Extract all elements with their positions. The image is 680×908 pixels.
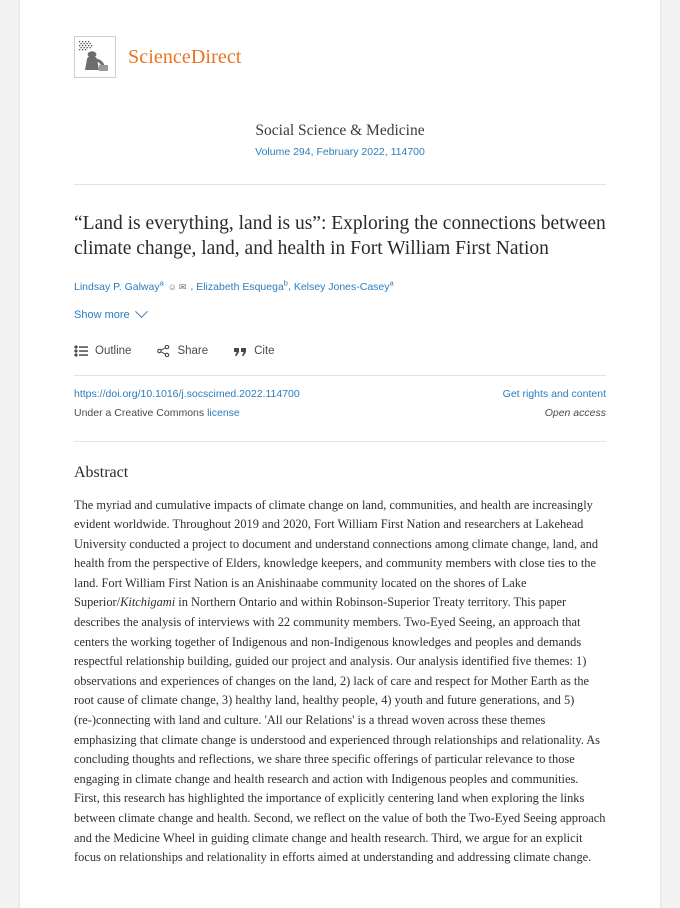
abstract-text: [74, 496, 606, 868]
abstract-part-1: The myriad and cumulative impacts of climate change on land, communities, and health are increasingly evident worldwide. Throughout 2019 and 2020, Fort William First Nation and researchers at Lakehead University conducted a project to document and understand connections among climate change, land, and health from the perspective of Elders, knowledge keepers, and community members with close ties to the land. Fort William First Nation is an Anishinaabe community located on the shores of Lake Superior/: [74, 497, 599, 610]
show-more-label: Show more: [74, 308, 130, 321]
doi-row: [74, 388, 606, 400]
quote-icon: [234, 345, 247, 356]
article-actions: [74, 345, 606, 357]
outline-icon: [74, 345, 88, 357]
author-item[interactable]: [293, 278, 394, 293]
license-row: [74, 407, 606, 419]
author-item[interactable]: [196, 278, 288, 293]
author-list: [74, 275, 606, 295]
sciencedirect-wordmark: ScienceDirect: [128, 45, 242, 68]
abstract-heading: Abstract: [74, 463, 129, 481]
divider-doi: [74, 375, 606, 376]
show-more-button[interactable]: [74, 309, 146, 321]
doi-link[interactable]: https://doi.org/10.1016/j.socscimed.2022.114700: [74, 387, 300, 400]
license-text: [74, 407, 240, 419]
author-name: Lindsay P. Galway: [74, 280, 160, 293]
author-affiliation-marker: a: [389, 278, 394, 287]
author-name: Elizabeth Esquega: [196, 280, 284, 293]
chevron-down-icon: [135, 305, 148, 318]
divider-top: [74, 184, 606, 185]
journal-date: , February 2022, 114700: [310, 146, 425, 158]
article-page: [20, 0, 660, 908]
sciencedirect-logo-icon: [74, 36, 116, 78]
get-rights-and-content-link[interactable]: Get rights and content: [502, 387, 606, 400]
journal-volume: Volume 294: [255, 146, 311, 158]
abstract-part-2: in Northern Ontario and within Robinson-Superior Treaty territory. This paper describes the analysis of interviews with 22 community members. Two-Eyed Seeing, an approach that centers the working together of Indigenous and non-Indigenous knowledges and peoples and demands respectful relationship building, guided our project and analysis. Our analysis identified five themes: 1) observations and experiences of changes on the land, 2) lack of care and respect for Mother Earth as the root cause of climate change, 3) healthy land, healthy people, 4) youth and future generations, and 5) (re-)connecting with land and culture. 'All our Relations' is a thread woven across these themes emphasizing that climate change is understood and experienced through relationships and relationality. As concluding thoughts and reflections, we share three specific offerings of particular relevance to those engaging in climate change and health research and action with Indigenous peoples and communities. First, this research has highlighted the importance of explicitly centering land when exploring the links between climate change and health. Second, we reflect on the value of both the Two-Eyed Seeing approach and the Medicine Wheel in guiding climate change and health research. Third, we argue for an explicit focus on relationships and relationality in efforts aimed at understanding and addressing climate change.: [74, 595, 606, 865]
author-separator: ,: [190, 280, 197, 293]
share-label: Share: [177, 344, 209, 357]
cite-button[interactable]: [234, 345, 274, 357]
journal-info: [74, 122, 606, 158]
divider-abstract: [74, 441, 606, 442]
outline-button[interactable]: [74, 345, 131, 357]
person-icon[interactable]: ☺: [167, 281, 177, 292]
page-title: “Land is everything, land is us”: Exploring the connections between climate change, land, and health in Fort William First Nation: [74, 213, 606, 259]
author-affiliation-marker: a: [159, 278, 164, 287]
cite-label: Cite: [254, 344, 275, 357]
share-button[interactable]: [157, 345, 208, 357]
outline-label: Outline: [95, 344, 132, 357]
open-access-label: Open access: [544, 406, 606, 419]
license-prefix: Under a Creative Commons: [74, 406, 208, 419]
share-icon: [157, 345, 170, 357]
author-affiliation-marker: b: [283, 278, 288, 287]
envelope-icon[interactable]: ✉: [178, 281, 187, 292]
author-name: Kelsey Jones-Casey: [293, 280, 390, 293]
author-separator: ,: [287, 280, 294, 293]
license-link[interactable]: license: [207, 406, 240, 419]
abstract-italic-term: Kitchigami: [120, 595, 176, 610]
author-item[interactable]: [74, 278, 190, 293]
sciencedirect-header[interactable]: [74, 0, 606, 88]
journal-issue-line[interactable]: [74, 146, 606, 158]
journal-title: Social Science & Medicine: [255, 122, 425, 139]
